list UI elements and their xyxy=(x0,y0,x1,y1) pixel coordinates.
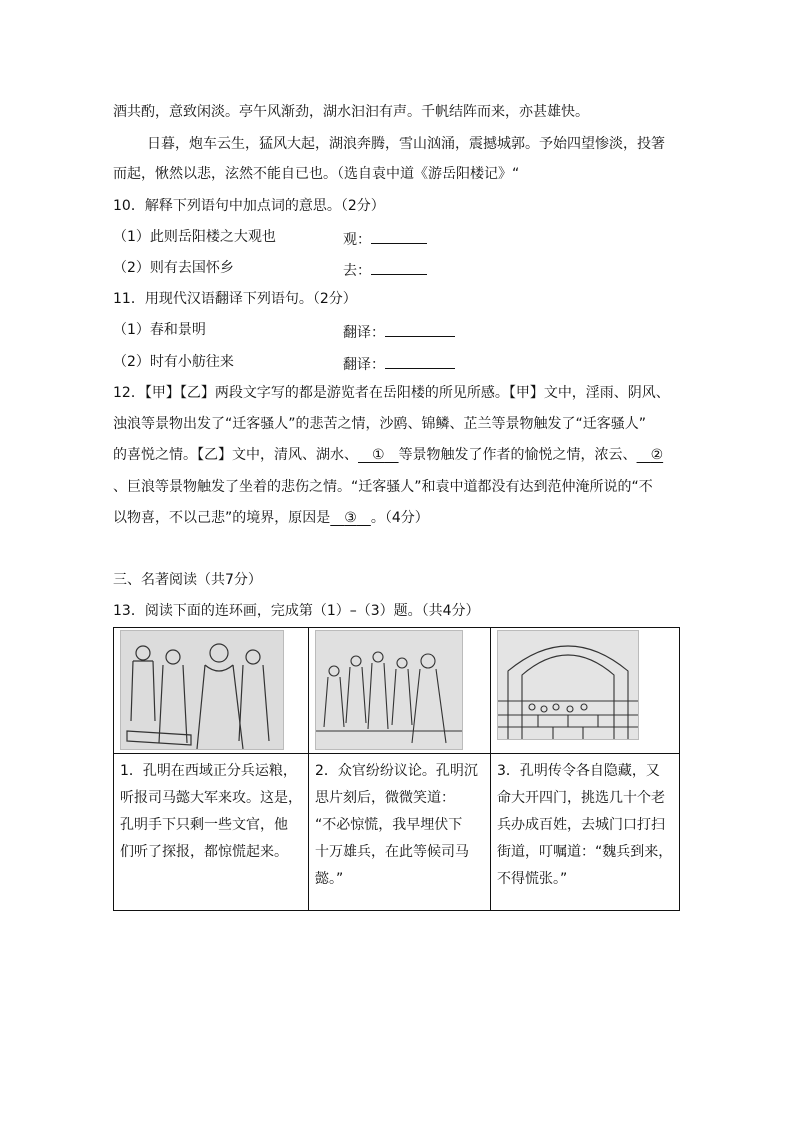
caption-line: 不得慌张。” xyxy=(497,871,568,887)
caption-line: 孔明手下只剩一些文官，他 xyxy=(120,817,288,833)
passage-line-1: 酒共酌，意致闲淡。亭午风渐劲，湖水汩汩有声。千帆结阵而来，亦甚雄快。 xyxy=(113,104,589,120)
panel-2-image-cell xyxy=(309,628,491,754)
blank-1[interactable] xyxy=(358,447,399,463)
q12-line-3a: 的喜悦之情。【乙】文中，清风、湖水、 xyxy=(113,447,358,463)
q12-line-4: 、巨浪等景物触发了坐着的悲伤之情。“迁客骚人”和袁中道都没有达到范仲淹所说的“不 xyxy=(113,479,653,495)
q11-stem: 11．用现代汉语翻译下列语句。（2分） xyxy=(113,291,357,307)
q10-answer-1-label: 观： xyxy=(343,232,371,248)
q12-line-5a: 以物喜，不以己悲”的境界，原因是 xyxy=(113,510,331,526)
caption-line: 兵办成百姓，去城门口打扫 xyxy=(497,817,665,833)
panel-1-caption-cell xyxy=(114,754,309,911)
caption-line: 3．孔明传令各自隐藏，又 xyxy=(497,763,660,779)
q12-line-3 xyxy=(113,445,663,465)
answer-blank[interactable] xyxy=(371,258,427,275)
caption-line: 听报司马懿大军来攻。这是， xyxy=(120,790,302,806)
panel-2-caption xyxy=(309,754,490,910)
q11-answer-1[interactable] xyxy=(343,320,455,343)
caption-line: 1．孔明在西域正分兵运粮， xyxy=(120,763,297,779)
q11-answer-2-label: 翻译： xyxy=(343,357,385,373)
caption-line: “不必惊慌，我早埋伏下 xyxy=(315,817,463,833)
q10-answer-2[interactable] xyxy=(343,258,427,281)
passage-line-3: 而起，愀然以悲，泫然不能自已也。（选自袁中道《游岳阳楼记》“ xyxy=(113,166,520,182)
q13-stem: 13．阅读下面的连环画，完成第（1）–（3）题。（共4分） xyxy=(113,603,480,619)
q12-line-1: 12．【甲】【乙】两段文字写的都是游览者在岳阳楼的所见所感。【甲】文中，淫雨、阴风、 xyxy=(113,385,670,401)
caption-line: 十万雄兵，在此等候司马 xyxy=(315,844,469,860)
q11-answer-2[interactable] xyxy=(343,352,455,375)
panel-2-caption-cell xyxy=(309,754,491,911)
passage-line-2: 日暮，炮车云生，猛风大起，湖浪奔腾，雪山汹涌，震撼城郭。予始四望惨淡，投箸 xyxy=(147,136,665,152)
blank-1-label: ① xyxy=(372,447,385,463)
q12-line-3b: 等景物触发了作者的愉悦之情，浓云、 xyxy=(398,447,637,463)
panel-3-illustration xyxy=(497,630,639,740)
caption-line: 思片刻后，微微笑道： xyxy=(315,790,455,806)
q11-item-1: （1）春和景明 xyxy=(113,322,206,338)
panel-1-caption xyxy=(114,754,308,910)
q11-item-2: （2）时有小舫往来 xyxy=(113,354,234,370)
panel-2-illustration xyxy=(315,630,463,750)
q12-line-2: 浊浪等景物出发了“迁客骚人”的悲苦之情，沙鸥、锦鳞、芷兰等景物触发了“迁客骚人” xyxy=(113,416,647,432)
caption-line: 懿。” xyxy=(315,871,344,887)
q11-answer-1-label: 翻译： xyxy=(343,325,385,341)
panel-3-image-cell xyxy=(491,628,680,754)
caption-line: 命大开四门，挑选几十个老 xyxy=(497,790,665,806)
q10-answer-1[interactable] xyxy=(343,227,427,250)
answer-blank[interactable] xyxy=(385,320,455,337)
answer-blank[interactable] xyxy=(371,227,427,244)
q10-item-2: （2）则有去国怀乡 xyxy=(113,260,234,276)
q10-stem: 10．解释下列语句中加点词的意思。（2分） xyxy=(113,198,385,214)
answer-blank[interactable] xyxy=(385,352,455,369)
panel-1-illustration xyxy=(120,630,284,750)
panel-1-image-cell xyxy=(114,628,309,754)
q12-line-5 xyxy=(113,508,429,528)
blank-2[interactable] xyxy=(637,447,664,463)
comic-strip-table xyxy=(113,627,680,911)
q10-item-1: （1）此则岳阳楼之大观也 xyxy=(113,229,276,245)
blank-3-label: ③ xyxy=(344,510,357,526)
panel-3-caption-cell xyxy=(491,754,680,911)
caption-line: 街道，叮嘱道：“魏兵到来， xyxy=(497,844,673,860)
q12-line-5b: 。（4分） xyxy=(370,510,429,526)
caption-line: 们听了探报，都惊慌起来。 xyxy=(120,844,288,860)
section-3-title: 三、名著阅读（共7分） xyxy=(113,572,262,588)
caption-line: 2．众官纷纷议论。孔明沉 xyxy=(315,763,478,779)
blank-3[interactable] xyxy=(330,510,371,526)
panel-3-caption xyxy=(491,754,679,910)
blank-2-label: ② xyxy=(650,447,664,463)
q10-answer-2-label: 去： xyxy=(343,263,371,279)
